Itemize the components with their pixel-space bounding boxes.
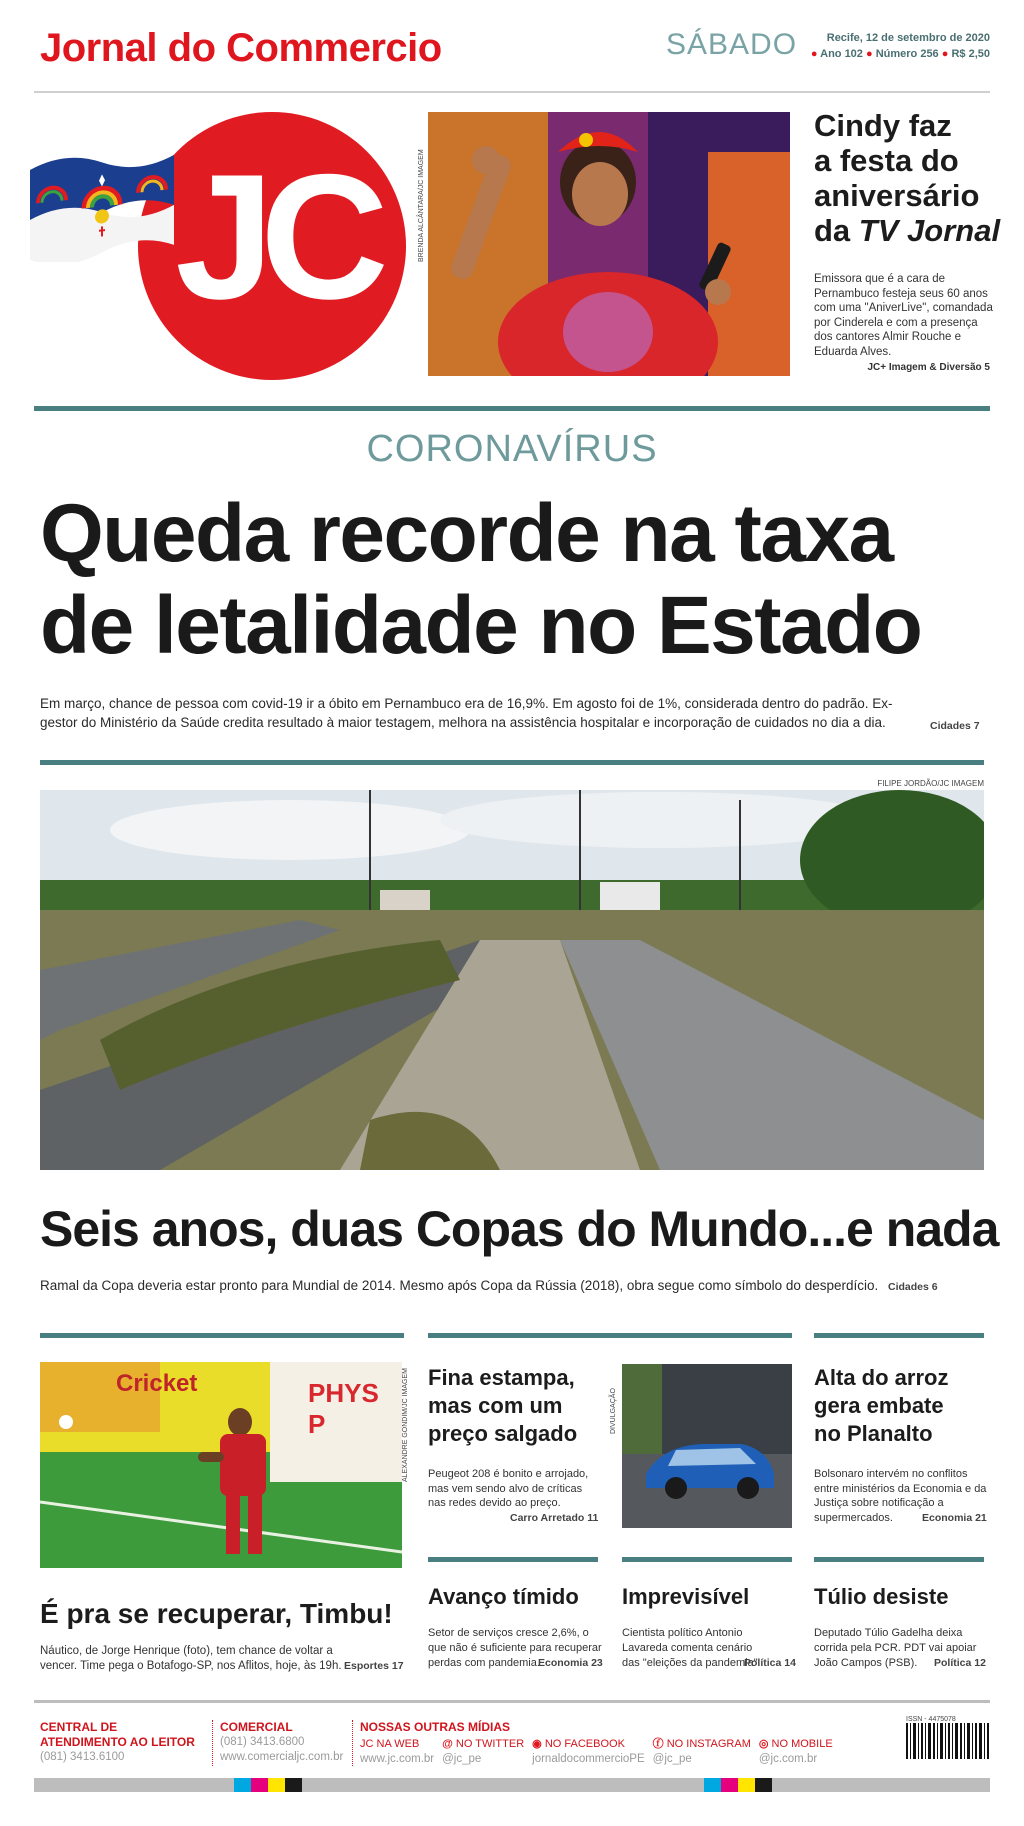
rice-reference[interactable]: Economia 21 [922,1512,987,1524]
reader-service [40,1720,195,1765]
ad-board-text: PHYS P [308,1378,379,1439]
twitter-link[interactable] [442,1737,524,1767]
side-reference[interactable]: JC+ Imagem & Diversão 5 [867,362,990,373]
side-headline[interactable] [814,108,1004,248]
mobile-label: NO MOBILE [771,1738,833,1750]
facebook-icon: ⓕ [652,1738,664,1750]
car-photo [622,1364,792,1528]
section-divider [428,1557,598,1562]
logo-text: JC [175,137,375,336]
rice-headline-line: Alta do arroz [814,1365,949,1390]
section-divider [814,1557,984,1562]
print-swatch-yellow [268,1778,285,1792]
side-headline-line [814,213,1004,248]
twitter-bird-icon: ◉ [532,1738,542,1750]
side-headline-text: da [814,213,859,248]
section-divider [40,760,984,765]
photo-credit: DIVULGAÇÃO [610,1388,617,1434]
photo-credit: ALEXANDRE GONDIM/JC IMAGEM [402,1368,409,1482]
lead-reference[interactable]: Cidades 7 [930,720,980,732]
services-reference[interactable]: Economia 23 [538,1657,603,1669]
car-image [622,1364,792,1528]
footer-divider [212,1720,213,1766]
car-headline-line: mas com um [428,1393,563,1418]
side-headline-italic: TV Jornal [858,213,1001,248]
web-label: JC NA WEB [360,1738,420,1750]
reader-service-label: CENTRAL DE [40,1720,118,1734]
issn-label: ISSN - 4475078 [906,1716,956,1723]
sports-headline[interactable]: É pra se recuperar, Timbu! [40,1598,393,1629]
side-headline-line: Cindy faz [814,108,952,143]
reader-service-label: ATENDIMENTO AO LEITOR [40,1735,195,1749]
commercial-phone[interactable]: (081) 3413.6800 [220,1736,305,1748]
print-swatch-cyan [234,1778,251,1792]
section-divider [622,1557,792,1562]
instagram-icon: ◎ [758,1738,769,1750]
print-swatch-yellow [738,1778,755,1792]
mobile-value: @jc.com.br [758,1753,818,1765]
photo-credit: FILIPE JORDÃO/JC IMAGEM [877,779,984,788]
bullet-icon: ● [810,48,818,60]
second-body-text: Ramal da Copa deveria estar pronto para Mundial de 2014. Mesmo após Copa da Rússia (2018), obra segue como símbolo do desperdício. [40,1278,879,1293]
facebook-label: NO FACEBOOK [544,1738,625,1750]
date-line: Recife, 12 de setembro de 2020 [826,32,990,44]
car-body: Peugeot 208 é bonito e arrojado, mas vem sendo alvo de críticas nas redes devido ao preço. [428,1468,589,1509]
tulio-headline[interactable]: Túlio desiste [814,1584,949,1609]
section-divider [428,1333,792,1338]
print-strip [34,1778,990,1792]
lead-headline-line: Queda recorde na taxa [40,488,893,579]
sports-photo [40,1362,402,1568]
other-media [360,1720,900,1767]
section-divider [814,1333,984,1338]
lead-kicker: CORONAVÍRUS [366,428,658,470]
instagram-value: @jc_pe [652,1753,692,1765]
car-headline-line: Fina estampa, [428,1365,575,1390]
tulio-reference[interactable]: Política 12 [934,1657,986,1669]
section-divider [34,406,990,411]
road-landscape-photo [40,790,984,1170]
barcode-icon [906,1723,990,1763]
facebook-value: jornaldocommercioPE [532,1753,645,1765]
services-headline[interactable]: Avanço tímido [428,1584,579,1609]
election-headline[interactable]: Imprevisível [622,1584,750,1609]
barcode-block [906,1716,990,1767]
section-divider [40,1333,404,1338]
rice-headline-line: gera embate [814,1393,944,1418]
photo-credit: BRENDA ALCÂNTARA/JC IMAGEM [418,149,425,262]
bullet-icon: ● [865,48,873,60]
issue-line [810,46,990,62]
road-photo [40,790,984,1170]
sports-body: Náutico, de Jorge Henrique (foto), tem chance de voltar a vencer. Time pega o Botafogo-SP, nos Aflitos, hoje, às 19h. [40,1645,342,1672]
rice-headline-line: no Planalto [814,1421,933,1446]
singer-photo [428,112,790,376]
election-reference[interactable]: Política 14 [744,1657,796,1669]
pernambuco-flag-icon [30,150,174,262]
print-swatch-magenta [721,1778,738,1792]
facebook-link[interactable] [532,1737,645,1767]
car-reference[interactable]: Carro Arretado 11 [510,1512,599,1524]
footer-divider [352,1720,353,1766]
print-swatch-magenta [251,1778,268,1792]
price: R$ 2,50 [951,48,990,60]
side-body: Emissora que é a cara de Pernambuco festeja seus 60 anos com uma "AniverLive", comandada por Cinderela e com a presença dos cantores Almir Rouche e Eduarda Alves. [814,273,993,358]
election-body: Cientista político Antonio Lavareda comenta cenário das "eleições da pandemia" [622,1627,758,1669]
rice-body: Bolsonaro intervém no conflitos entre ministérios da Economia e da Justiça sobre notificação a supermercados. [814,1468,987,1524]
at-icon: @ [442,1738,453,1750]
lead-headline[interactable] [40,488,1000,672]
ad-board-text: Cricket [116,1370,198,1397]
issue-number: Número 256 [875,48,939,60]
commercial-contact [220,1720,343,1765]
year: Ano 102 [820,48,863,60]
masthead-title: Jornal do Commercio [40,26,442,70]
side-headline-line: a festa do [814,143,959,178]
top-photo [428,112,790,376]
web-value: www.jc.com.br [360,1753,435,1765]
masthead-rule [34,91,990,93]
print-swatch-cyan [704,1778,721,1792]
media-links [360,1737,900,1767]
lead-body: Em março, chance de pessoa com covid-19 ir a óbito em Pernambuco era de 16,9%. Em agosto foi de 1%, considerada dentro do padrão. Ex-gestor do Ministério da Saúde credita resultado à maior testagem, melhora na assistência hospitalar e incorporação de cuidados no dia a dia. [40,696,893,730]
services-body: Setor de serviços cresce 2,6%, o que não é suficiente para recuperar perdas com pandemia. [428,1627,602,1669]
second-reference[interactable]: Cidades 6 [888,1281,938,1293]
commercial-label: COMERCIAL [220,1720,293,1734]
reader-service-phone[interactable]: (081) 3413.6100 [40,1751,125,1763]
car-headline[interactable] [428,1364,598,1448]
tulio-body: Deputado Túlio Gadelha deixa corrida pela PCR. PDT vai apoiar João Campos (PSB). [814,1627,977,1669]
car-headline-line: preço salgado [428,1421,578,1446]
bullet-icon: ● [941,48,949,60]
mobile-link[interactable] [759,1737,833,1767]
instagram-label: NO INSTAGRAM [666,1738,751,1750]
print-swatch-black [285,1778,302,1792]
instagram-link[interactable] [653,1737,751,1767]
twitter-value: @jc_pe [442,1753,482,1765]
second-body [40,1278,1000,1293]
second-headline[interactable]: Seis anos, duas Copas do Mundo...e nada [40,1201,999,1257]
twitter-label: NO TWITTER [455,1738,525,1750]
web-link[interactable] [360,1737,434,1767]
footer-rule [34,1700,990,1703]
print-swatch-black [755,1778,772,1792]
side-headline-line: aniversário [814,178,980,213]
lead-headline-line: de letalidade no Estado [40,580,922,671]
other-media-label: NOSSAS OUTRAS MÍDIAS [360,1720,511,1734]
weekday: SÁBADO [666,28,798,61]
rice-headline[interactable] [814,1364,994,1448]
sports-reference[interactable]: Esportes 17 [344,1660,404,1672]
edition-info [810,30,990,62]
commercial-site-link[interactable]: www.comercialjc.com.br [220,1751,344,1763]
